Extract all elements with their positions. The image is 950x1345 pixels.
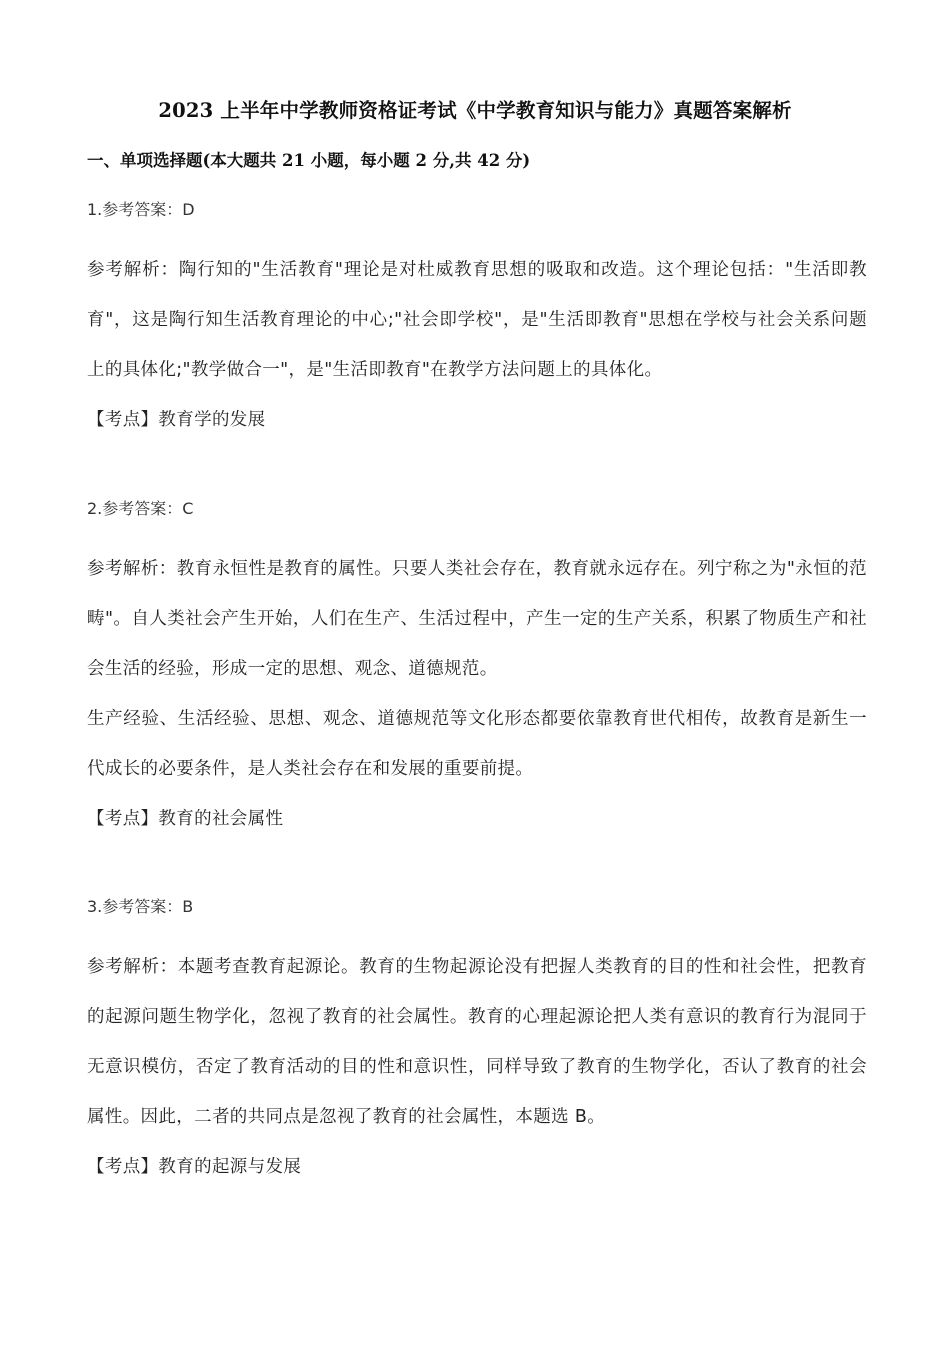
question-3 — [87, 892, 867, 1192]
question-1-answer: 1.参考答案：D — [87, 200, 195, 219]
question-3-answer: 3.参考答案：B — [87, 897, 194, 916]
question-1 — [87, 195, 867, 445]
question-3-kaodian: 【考点】教育的起源与发展 — [87, 1157, 302, 1177]
question-2-analysis-continued: 生产经验、生活经验、思想、观念、道德规范等文化形态都要依靠教育世代相传，故教育是新生一代成长的必要条件，是人类社会存在和发展的重要前提。 — [87, 709, 867, 779]
question-1-kaodian: 【考点】教育学的发展 — [87, 410, 266, 430]
document-title: 2023 上半年中学教师资格证考试《中学教育知识与能力》真题答案解析 — [158, 99, 792, 122]
question-1-analysis: 参考解析：陶行知的"生活教育"理论是对杜威教育思想的吸取和改造。这个理论包括："生活即教育"，这是陶行知生活教育理论的中心;"社会即学校"，是"生活即教育"思想在学校与社会关系问题上的具体化;"教学做合一"，是"生活即教育"在教学方法问题上的具体化。 — [87, 260, 867, 380]
question-3-analysis: 参考解析：本题考查教育起源论。教育的生物起源论没有把握人类教育的目的性和社会性，把教育的起源问题生物学化，忽视了教育的社会属性。教育的心理起源论把人类有意识的教育行为混同于无意识模仿，否定了教育活动的目的性和意识性，同样导致了教育的生物学化，否认了教育的社会属性。因此，二者的共同点是忽视了教育的社会属性，本题选 B。 — [87, 957, 867, 1127]
question-2-analysis: 参考解析：教育永恒性是教育的属性。只要人类社会存在，教育就永远存在。列宁称之为"永恒的范畴"。自人类社会产生开始，人们在生产、生活过程中，产生一定的生产关系，积累了物质生产和社会生活的经验，形成一定的思想、观念、道德规范。 — [87, 559, 867, 679]
question-2 — [87, 494, 867, 844]
section-heading: 一、单项选择题(本大题共 21 小题，每小题 2 分,共 42 分) — [87, 151, 531, 170]
question-2-kaodian: 【考点】教育的社会属性 — [87, 809, 284, 829]
question-2-answer: 2.参考答案：C — [87, 499, 194, 518]
